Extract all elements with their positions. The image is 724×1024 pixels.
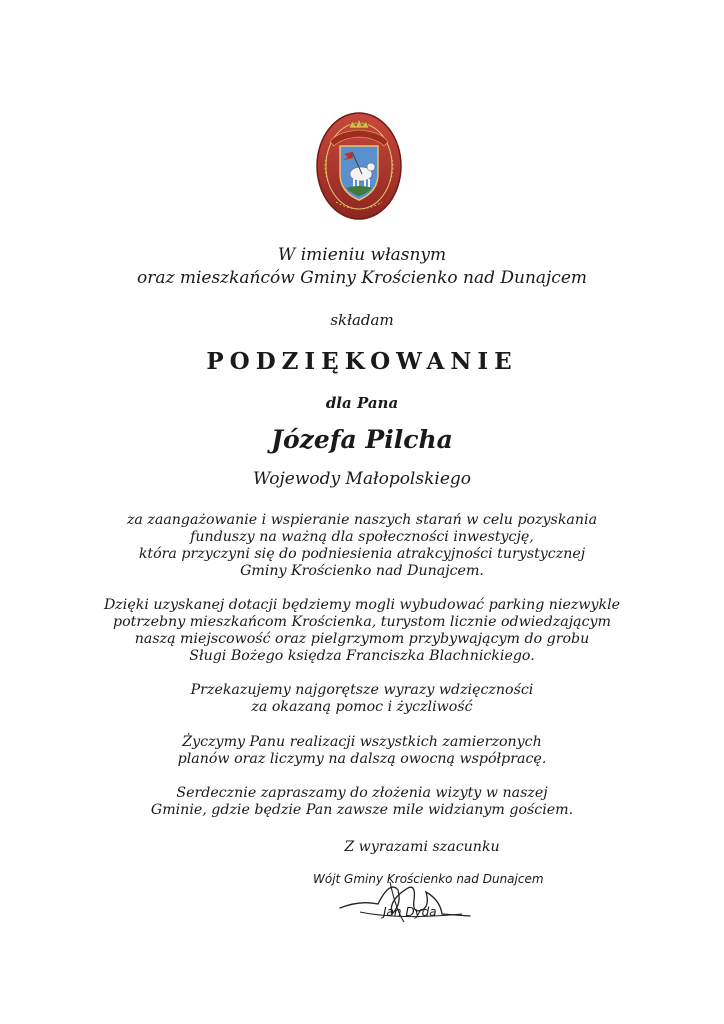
paragraph-1-line: funduszy na ważną dla społeczności inwestycję, <box>190 529 534 545</box>
paragraph-2-line: Sługi Bożego księdza Franciszka Blachnickiego. <box>189 648 535 664</box>
dla-pana-text: dla Pana <box>325 394 399 412</box>
handwritten-signature <box>330 870 480 930</box>
paragraph-3-line: za okazaną pomoc i życzliwość <box>251 699 473 715</box>
signatory-title: Wójt Gminy Krościenko nad Dunajcem <box>313 872 544 886</box>
paragraph-2-line: naszą miejscowość oraz pielgrzymom przybywającym do grobu <box>134 631 590 647</box>
recipient-name: Józefa Pilcha <box>271 425 453 454</box>
paragraph-1-line: Gminy Krościenko nad Dunajcem. <box>240 563 484 579</box>
paragraph-3-line: Przekazujemy najgorętsze wyrazy wdzięczności <box>190 682 534 698</box>
paragraph-4-line: Życzymy Panu realizacji wszystkich zamierzonych <box>182 734 542 750</box>
paragraph-2-line: potrzebny mieszkańcom Krościenka, turystom licznie odwiedzającym <box>113 614 611 630</box>
intro-line-1: W imieniu własnym <box>277 245 447 265</box>
closing-text: Z wyrazami szacunku <box>344 839 500 855</box>
recipient-role: Wojewody Małopolskiego <box>252 469 472 489</box>
document-title: PODZIĘKOWANIE <box>206 348 518 375</box>
signatory-name: Jan Dyda <box>383 905 437 919</box>
intro-line-2: oraz mieszkańców Gminy Krościenko nad Dunajcem <box>136 268 588 288</box>
paragraph-1-line: za zaangażowanie i wspieranie naszych starań w celu pozyskania <box>126 512 598 528</box>
coat-of-arms-emblem <box>316 112 402 220</box>
paragraph-1-line: która przyczyni się do podniesienia atrakcyjności turystycznej <box>138 546 586 562</box>
paragraph-5-line: Serdecznie zapraszamy do złożenia wizyty w naszej <box>176 785 548 801</box>
skladam-text: składam <box>330 311 394 329</box>
paragraph-2-line: Dzięki uzyskanej dotacji będziemy mogli wybudować parking niezwykle <box>103 597 621 613</box>
paragraph-5-line: Gminie, gdzie będzie Pan zawsze mile widzianym gościem. <box>150 802 574 818</box>
paragraph-4-line: planów oraz liczymy na dalszą owocną współpracę. <box>177 751 547 767</box>
